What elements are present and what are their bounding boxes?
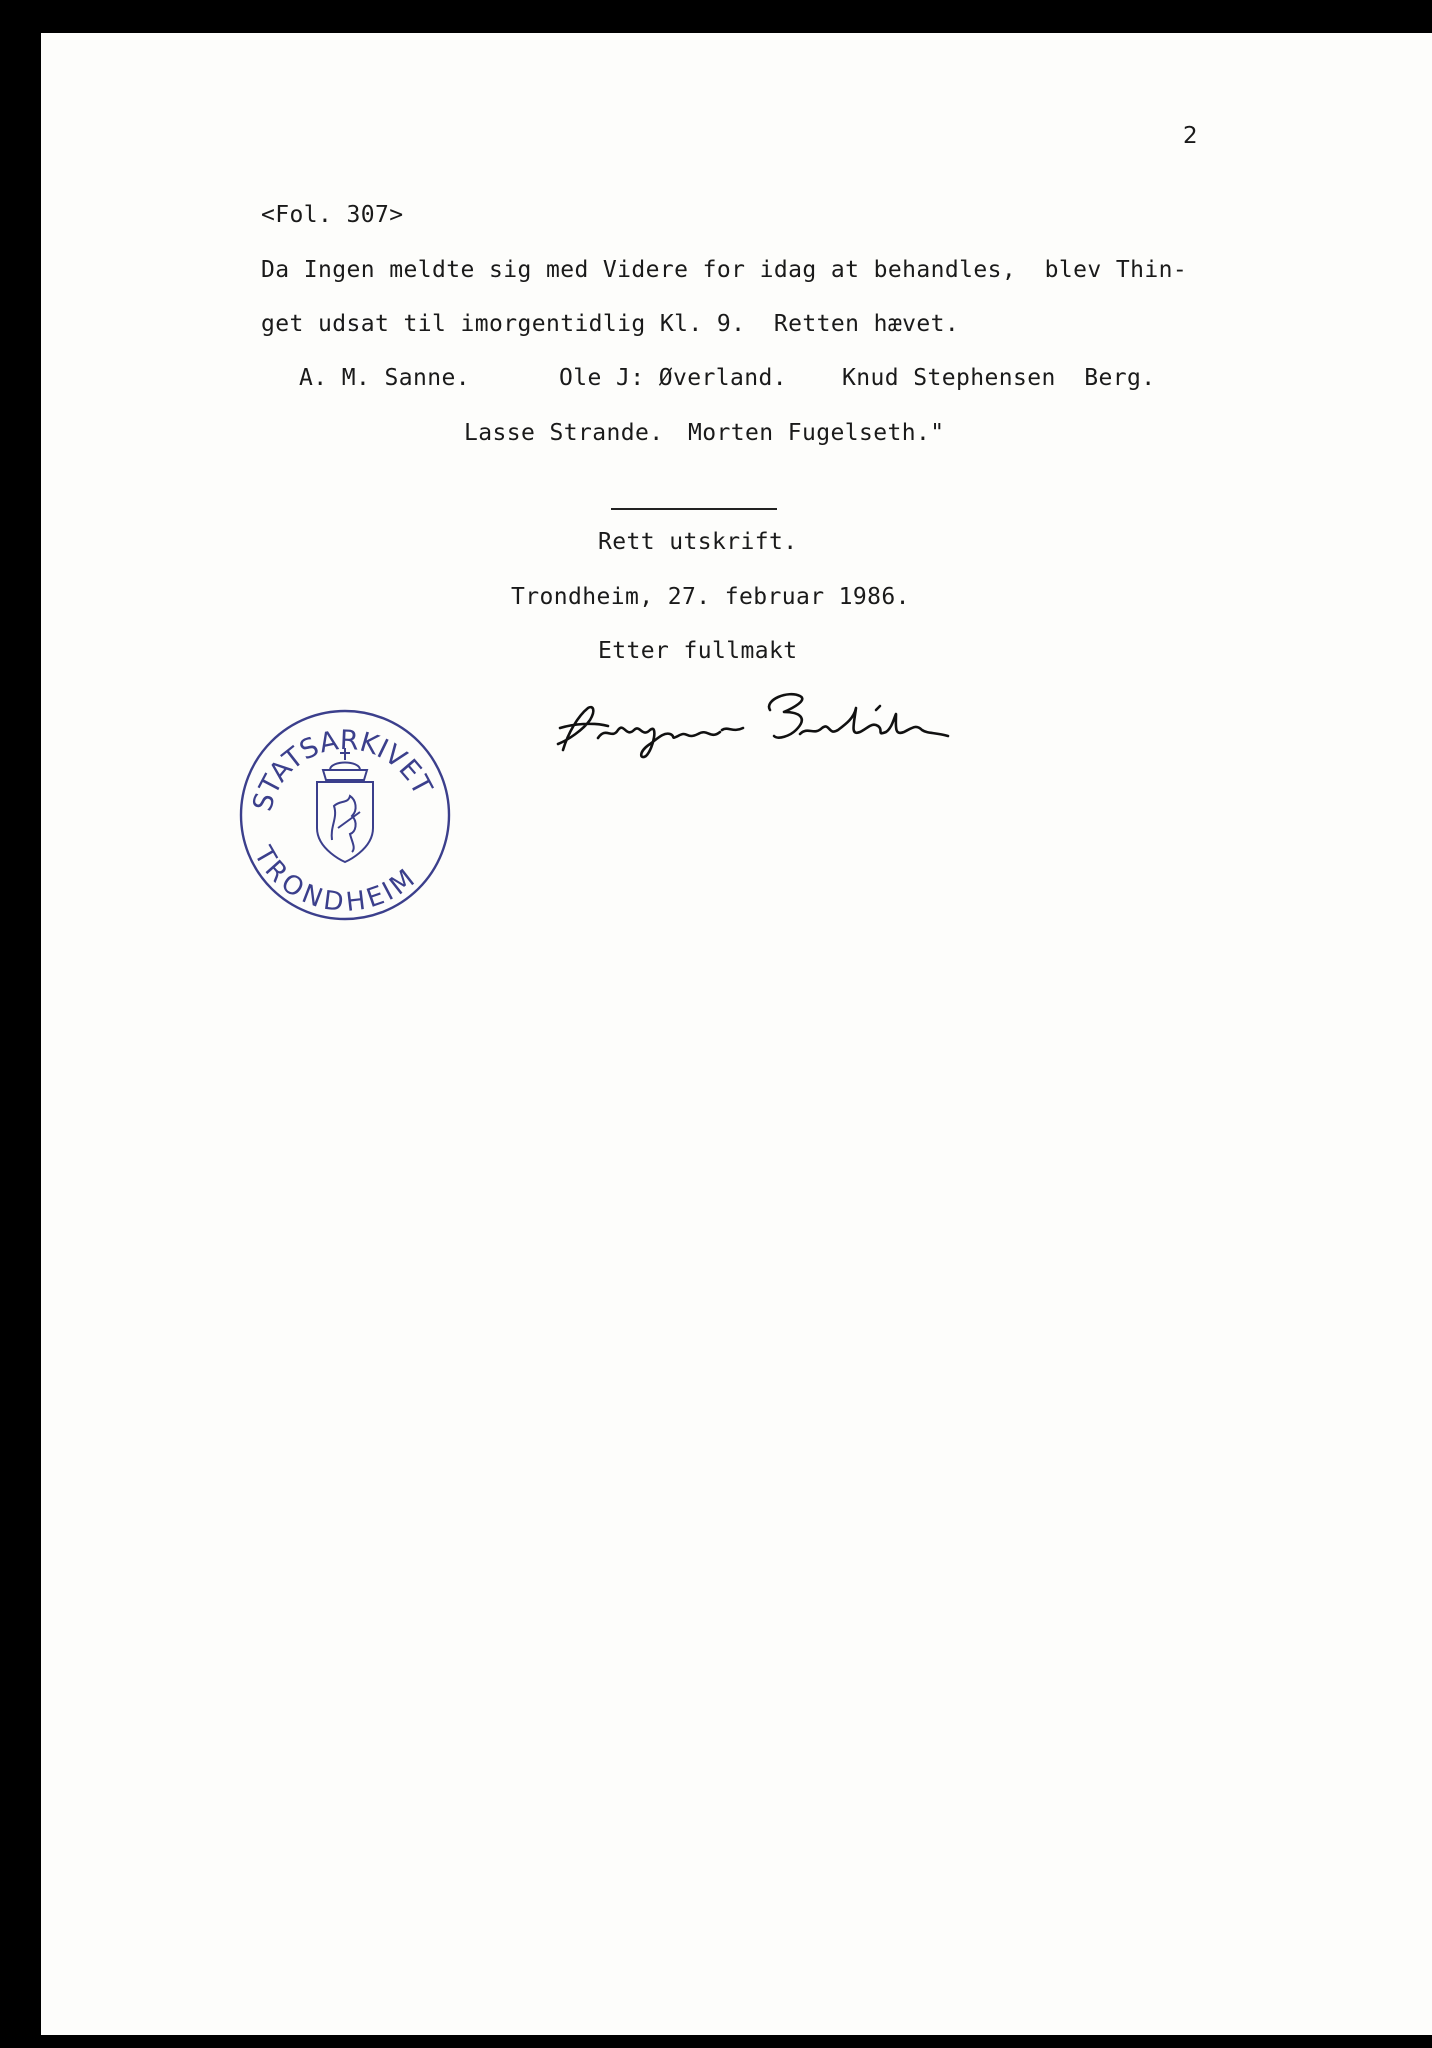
body-line: get udsat til imorgentidlig Kl. 9. Retten hævet. [261,311,960,337]
signatory-name: Lasse Strande. [464,420,664,446]
svg-text:STATSARKIVET: STATSARKIVET [247,724,438,815]
statsarkivet-stamp [230,700,460,930]
signatory-name: Morten Fugelseth." [688,420,945,446]
coat-of-arms-icon [317,748,373,862]
certification-text: Rett utskrift. [598,529,798,555]
svg-text:TRONDHEIM: TRONDHEIM [247,841,421,918]
signatory-name: Ole J: Øverland. [559,365,787,391]
place-date: Trondheim, 27. februar 1986. [511,584,910,610]
authority-text: Etter fullmakt [598,638,798,664]
body-line: Da Ingen meldte sig med Videre for idag at behandles, blev Thin- [261,257,1188,283]
signatory-name: A. M. Sanne. [299,365,470,391]
signatory-name: Knud Stephensen Berg. [842,365,1156,391]
folio-reference: <Fol. 307> [261,202,404,228]
page-number: 2 [1183,123,1199,149]
separator-line [611,508,777,510]
handwritten-signature [538,678,968,768]
signatories-row [464,419,945,503]
